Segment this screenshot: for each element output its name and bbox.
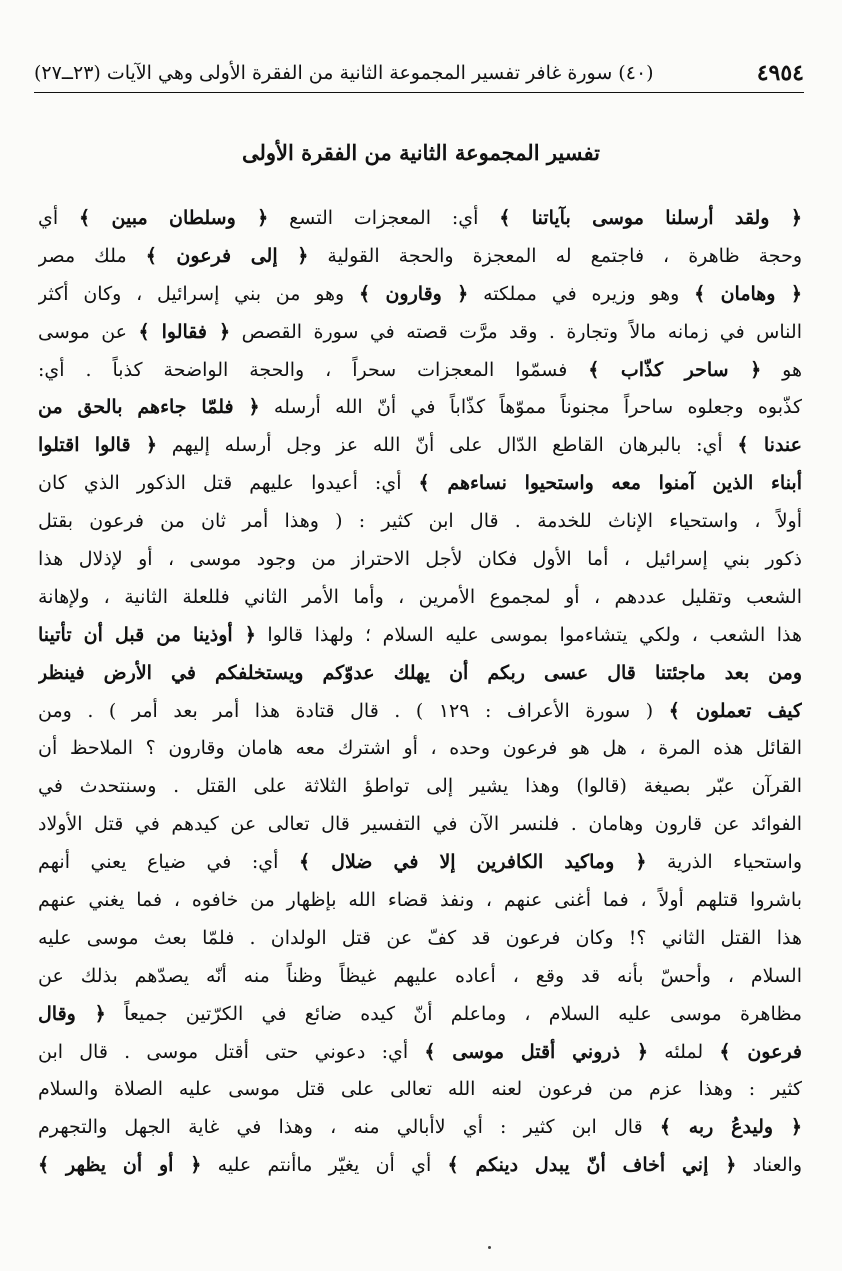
quran-quote: ﴿ أو أن يظهر ﴾ — [38, 1154, 202, 1177]
text-line — [38, 1109, 802, 1147]
commentary-text: أي: دعوني حتى أقتل موسى . قال ابن — [38, 1040, 425, 1063]
text-line — [38, 768, 802, 806]
quran-quote: ﴿ إني أخاف أنّ يبدل دينكم ﴾ — [447, 1154, 737, 1177]
text-line — [38, 806, 802, 844]
commentary-text: أي: المعجزات التسع — [268, 207, 500, 229]
quran-quote: ﴿ ساحر كذّاب ﴾ — [588, 358, 762, 381]
quran-quote: ﴿ إلى فرعون ﴾ — [145, 244, 309, 267]
text-line — [38, 958, 802, 996]
header-divider — [34, 92, 804, 93]
text-line — [38, 503, 802, 541]
commentary-text: أولاً ، واستحياء الإناث للخدمة . قال ابن كثير : ( وهذا أمر ثان من فرعون بقتل — [38, 510, 802, 533]
quran-quote: ﴿ قالوا اقتلوا — [38, 434, 157, 457]
text-line — [38, 238, 802, 276]
page-header — [34, 56, 804, 90]
text-line — [38, 579, 802, 617]
text-line — [38, 314, 802, 352]
quran-quote: ومن بعد ماجئتنا قال عسى ربكم أن يهلك عدوّكم ويستخلفكم في الأرض فينظر — [38, 661, 802, 684]
commentary-text: والعناد — [736, 1154, 802, 1177]
text-line — [38, 1071, 802, 1109]
commentary-text: أي: أعيدوا عليهم قتل الذكور الذي كان — [38, 472, 419, 495]
section-title: تفسير المجموعة الثانية من الفقرة الأولى — [242, 140, 600, 165]
commentary-text: القائل هذه المرة ، هل هو فرعون وحده ، أو اشترك معه هامان وقارون ؟ الملاحظ أن — [38, 737, 802, 760]
commentary-text: الناس في زمانه مالاً وتجارة . وقد مرَّت قصته في سورة القصص — [230, 320, 802, 343]
commentary-text: أي — [38, 207, 79, 229]
page-number: ٤٩٥٤ — [756, 60, 804, 86]
quran-quote: ﴿ وهامان ﴾ — [694, 282, 802, 305]
text-line — [38, 427, 802, 465]
commentary-text: وحجة ظاهرة ، فاجتمع له المعجزة والحجة القولية — [308, 244, 802, 267]
quran-quote: ﴿ وليدعُ ربه ﴾ — [659, 1116, 802, 1139]
commentary-text: هذا القتل الثاني ؟! وكان فرعون قد كفّ عن قتل الولدان . فلمّا بعث موسى عليه — [38, 926, 802, 949]
commentary-text: أي: بالبرهان القاطع الدّال على أنّ الله عز وجل أرسله إليهم — [156, 434, 738, 457]
commentary-text: أي أن يغيّر ماأنتم عليه — [201, 1154, 448, 1177]
commentary-text: كذّبوه وجعلوه ساحراً مجنوناً مموّهاً كذّاباً في أنّ الله أرسله — [259, 396, 802, 419]
text-line — [38, 1034, 802, 1072]
text-line — [38, 655, 802, 693]
quran-quote: ﴿ وماكيد الكافرين إلا في ضلال ﴾ — [298, 851, 647, 874]
quran-quote: ﴿ أوذينا من قبل أن تأتينا — [38, 623, 256, 646]
commentary-text: القرآن عبّر بصيغة (قالوا) وهذا يشير إلى تواطؤ الثلاثة على القتل . وسنتحدث في — [38, 775, 802, 798]
commentary-text: فسمّوا المعجزات سحراً ، والحجة الواضحة كذباً . أي: — [38, 358, 589, 381]
commentary-text: قال ابن كثير : أي لاأبالي منه ، وهذا في غاية الجهل والتجهرم — [38, 1116, 660, 1139]
quran-quote: ﴿ وسلطان مبين ﴾ — [79, 207, 269, 229]
text-line — [38, 920, 802, 958]
commentary-text: ذكور بني إسرائيل ، أما الأول فكان لأجل الاحتراز من وجود موسى ، أو لإذلال هذا — [38, 548, 802, 571]
quran-quote: فرعون ﴾ — [719, 1040, 802, 1063]
text-line — [38, 389, 802, 427]
text-line — [38, 730, 802, 768]
commentary-text: الشعب وتقليل عددهم ، أو لمجموع الأمرين ، وأما الأمر الثاني فللعلة الثانية ، ولإهانة — [38, 585, 802, 608]
commentary-text: باشروا قتلهم أولاً ، فما أغنى عنهم ، ونفذ قضاء الله بإظهار من خافوه ، فما يغني عنهم — [38, 889, 802, 912]
quran-quote: ﴿ ولقد أرسلنا موسى بآياتنا ﴾ — [499, 207, 802, 229]
commentary-text: عن موسى — [38, 320, 139, 343]
quran-quote: ﴿ وقارون ﴾ — [358, 282, 469, 305]
text-line — [38, 844, 802, 882]
text-line — [38, 882, 802, 920]
quran-quote: ﴿ وقال — [38, 1002, 106, 1025]
commentary-text: هو — [761, 358, 802, 381]
commentary-text: هذا الشعب ، ولكي يتشاءموا بموسى عليه السلام ؛ ولهذا قالوا — [255, 623, 802, 646]
commentary-text: واستحياء الذرية — [646, 851, 802, 874]
quran-quote: ﴿ ذروني أقتل موسى ﴾ — [424, 1040, 648, 1063]
text-line — [38, 541, 802, 579]
text-line — [38, 200, 802, 238]
text-line — [38, 617, 802, 655]
commentary-text: لملئه — [647, 1040, 720, 1063]
commentary-text: مظاهرة موسى عليه السلام ، وماعلم أنّ كيده ضائع في الكرّتين جميعاً — [105, 1002, 802, 1025]
running-title: (٤٠) سورة غافر تفسير المجموعة الثانية من الفقرة الأولى وهي الآيات (٢٣ــ٢٧) — [34, 62, 654, 84]
text-line — [38, 1147, 802, 1185]
quran-quote: ﴿ فلمّا جاءهم بالحق من — [38, 396, 260, 419]
commentary-text: وهو وزيره في مملكته — [468, 282, 695, 305]
quran-quote: عندنا ﴾ — [737, 434, 802, 457]
page-mark — [488, 1246, 491, 1249]
text-line — [38, 693, 802, 731]
commentary-text: ( سورة الأعراف : ١٢٩ ) . قال قتادة هذا أمر بعد أمر ) . ومن — [38, 699, 669, 722]
commentary-text: كثير : وهذا عزم من فرعون لعنه الله تعالى على قتل موسى عليه الصلاة والسلام — [38, 1078, 802, 1101]
text-line — [38, 996, 802, 1034]
commentary-text: أي: في ضياع يعني أنهم — [38, 851, 299, 874]
quran-quote: أبناء الذين آمنوا معه واستحيوا نساءهم ﴾ — [418, 472, 802, 495]
quran-quote: كيف تعملون ﴾ — [668, 699, 802, 722]
body-text — [38, 200, 802, 1185]
text-line — [38, 276, 802, 314]
commentary-text: وهو من بني إسرائيل ، وكان أكثر — [38, 282, 359, 305]
text-line — [38, 352, 802, 390]
commentary-text: السلام ، وأحسّ بأنه قد وقع ، أعاده عليهم غيظاً وظناً منه أنّه يصدّهم بذلك عن — [38, 964, 802, 987]
quran-quote: ﴿ فقالوا ﴾ — [138, 320, 231, 343]
commentary-text: ملك مصر — [38, 244, 146, 267]
commentary-text: الفوائد عن قارون وهامان . فلنسر الآن في التفسير قال تعالى عن كيدهم في قتل الأولاد — [38, 813, 802, 836]
text-line — [38, 465, 802, 503]
